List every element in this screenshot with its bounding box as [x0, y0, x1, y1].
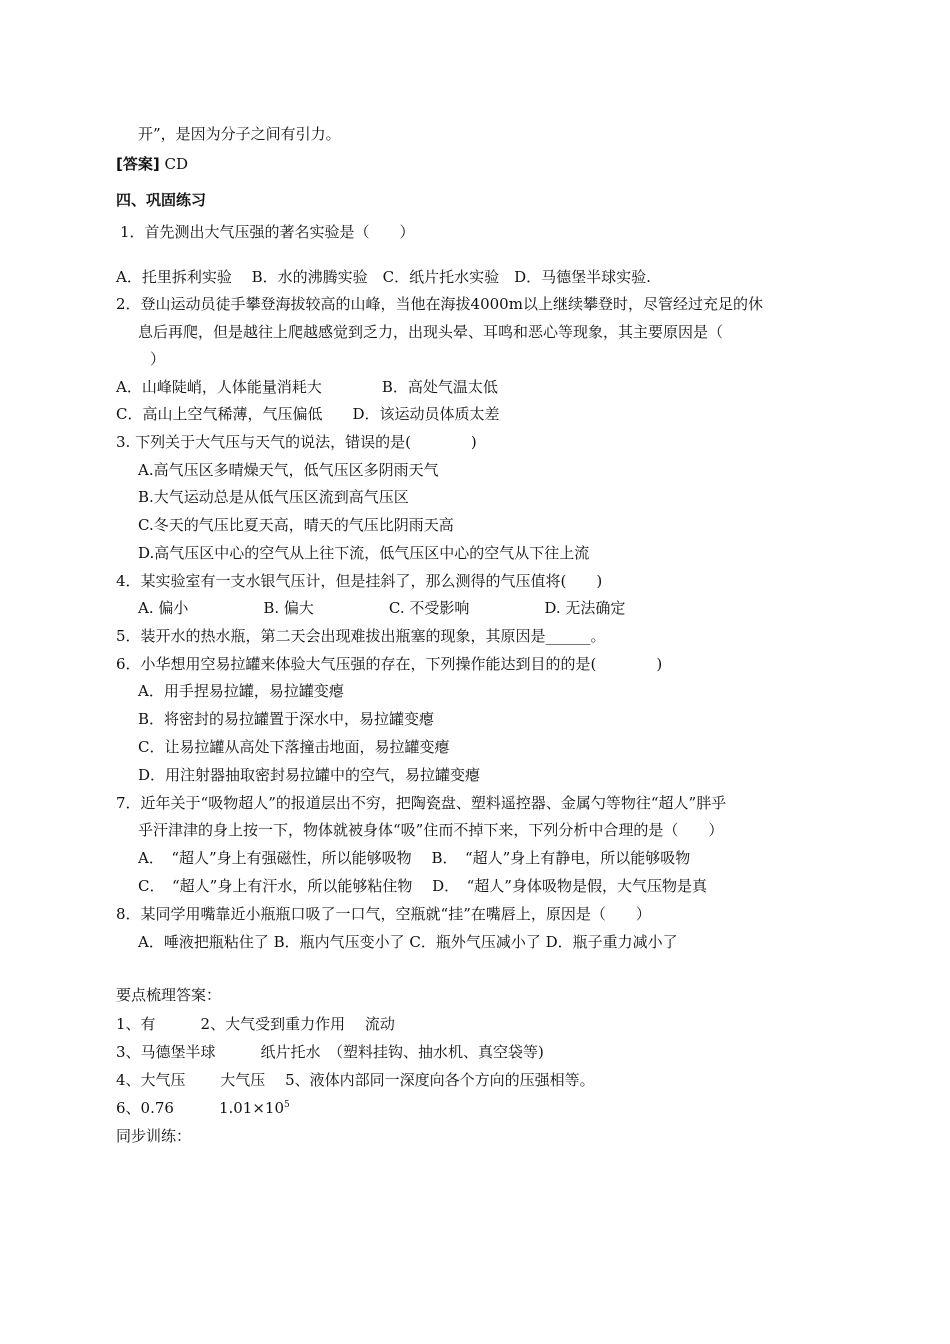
- question-7-stem-line-2: 乎汗津津的身上按一下，物体就被身体“吸”住而不掉下来，下列分析中合理的是（ ）: [138, 821, 724, 839]
- question-7-stem-line-1: 7．近年关于“吸物超人”的报道层出不穷，把陶瓷盘、塑料遥控器、金属勺等物往“超人”胖乎: [116, 794, 727, 812]
- key-points-title: 要点梳理答案：: [116, 986, 222, 1004]
- question-1-stem: 1．首先测出大气压强的著名实验是（ ）: [120, 223, 415, 241]
- question-8-stem: 8．某同学用嘴靠近小瓶瓶口吸了一口气，空瓶就“挂”在嘴唇上，原因是（ ）: [116, 905, 651, 923]
- question-6-option-b: B．将密封的易拉罐置于深水中，易拉罐变瘪: [138, 710, 435, 728]
- key-points-line-3: 4、大气压 大气压 5、液体内部同一深度向各个方向的压强相等。: [116, 1071, 595, 1089]
- answer-value: CD: [164, 155, 189, 173]
- question-4-stem: 4．某实验室有一支水银气压计，但是挂斜了，那么测得的气压值将( ): [116, 572, 603, 590]
- question-7-options-row-2: C． “超人”身上有汗水，所以能够粘住物 D． “超人”身体吸物是假，大气压物是真: [138, 877, 707, 895]
- question-2-options-row-1: A．山峰陡峭，人体能量消耗大 B．高处气温太低: [116, 378, 498, 396]
- question-3-stem: 3. 下列关于大气压与天气的说法，错误的是( ): [116, 433, 477, 451]
- question-6-option-d: D．用注射器抽取密封易拉罐中的空气，易拉罐变瘪: [138, 766, 481, 784]
- key-points-line-2: 3、马德堡半球 纸片托水 （塑料挂钩、抽水机、真空袋等): [116, 1043, 544, 1061]
- exponent: 5: [284, 1100, 290, 1110]
- sync-training-heading: 同步训练：: [116, 1127, 192, 1145]
- answer-label: [答案]: [116, 155, 160, 173]
- previous-answer-continuation: 开”，是因为分子之间有引力。: [138, 125, 341, 143]
- key-points-line-4: [116, 1098, 290, 1118]
- question-2-stem-line-1: 2．登山运动员徒手攀登海拔较高的山峰，当他在海拔4000m以上继续攀登时，尽管经过充足的休: [116, 295, 763, 313]
- answer-line: [116, 154, 188, 174]
- atmospheric-pressure-values: 6、0.76 1.01×10: [116, 1099, 284, 1117]
- question-2-options-row-2: C．高山上空气稀薄，气压偏低 D．该运动员体质太差: [116, 405, 500, 423]
- question-6-stem: 6．小华想用空易拉罐来体验大气压强的存在，下列操作能达到目的的是( ): [116, 655, 663, 673]
- question-3-option-d: D.高气压区中心的空气从上往下流，低气压区中心的空气从下往上流: [138, 544, 590, 562]
- question-1-options: A．托里拆利实验 B．水的沸腾实验 C．纸片托水实验 D．马德堡半球实验.: [116, 268, 651, 286]
- question-3-option-a: A.高气压区多晴燥天气，低气压区多阴雨天气: [138, 461, 439, 479]
- question-6-option-a: A．用手捏易拉罐，易拉罐变瘪: [138, 682, 344, 700]
- question-3-option-b: B.大气运动总是从低气压区流到高气压区: [138, 488, 409, 506]
- section-title: 四、巩固练习: [116, 191, 207, 209]
- question-8-options: A．唾液把瓶粘住了 B．瓶内气压变小了 C．瓶外气压减小了 D．瓶子重力减小了: [138, 933, 678, 951]
- key-points-line-1: 1、有 2、大气受到重力作用 流动: [116, 1015, 395, 1033]
- question-4-options: A. 偏小 B. 偏大 C. 不受影响 D. 无法确定: [138, 599, 626, 617]
- question-5-stem: 5．装开水的热水瓶，第二天会出现难拔出瓶塞的现象，其原因是______。: [116, 627, 606, 645]
- question-2-stem-line-3: ）: [150, 350, 166, 368]
- question-6-option-c: C．让易拉罐从高处下落撞击地面，易拉罐变瘪: [138, 738, 450, 756]
- question-2-stem-line-2: 息后再爬，但是越往上爬越感觉到乏力，出现头晕、耳鸣和恶心等现象，其主要原因是（: [138, 323, 724, 341]
- question-3-option-c: C.冬天的气压比夏天高，晴天的气压比阴雨天高: [138, 516, 454, 534]
- question-7-options-row-1: A． “超人”身上有强磁性，所以能够吸物 B． “超人”身上有静电，所以能够吸物: [138, 849, 691, 867]
